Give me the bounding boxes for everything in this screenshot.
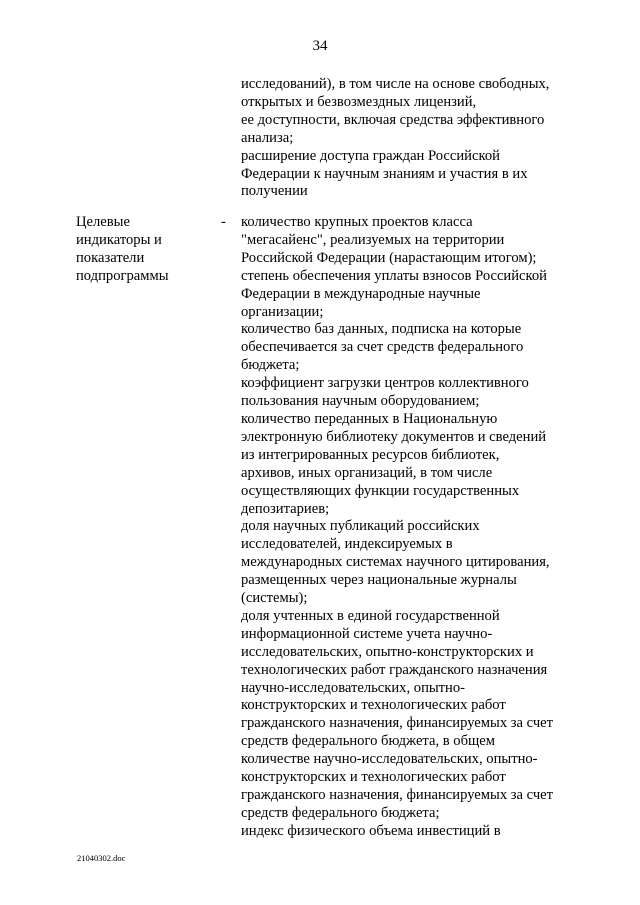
text-line: получении <box>241 183 308 200</box>
indicator-line: обеспечивается за счет средств федерального <box>241 339 524 356</box>
indicator-line: степень обеспечения уплаты взносов Российской <box>241 267 547 284</box>
indicator-line: депозитариев; <box>241 500 330 517</box>
indicator-line: гражданского назначения, финансируемых за счет <box>241 787 554 803</box>
indicator-line: организации; <box>241 303 324 320</box>
text-line: Федерации к научным знаниям и участия в их <box>241 165 528 182</box>
text-line: расширение доступа граждан Российской <box>241 147 500 164</box>
indicator-line: коэффициент загрузки центров коллективного <box>241 375 529 392</box>
indicator-line: исследовательских, опытно-конструкторских и <box>241 643 534 660</box>
label-line: Целевые <box>76 214 130 230</box>
indicator-line: конструкторских и технологических работ <box>241 769 506 786</box>
section-dash: - <box>221 214 226 230</box>
label-line: индикаторы и <box>76 231 162 248</box>
indicator-line: индекс физического объема инвестиций в <box>241 822 501 839</box>
indicator-line: пользования научным оборудованием; <box>241 393 480 410</box>
text-line: открытых и безвозмездных лицензий, <box>241 93 477 110</box>
indicator-line: из интегрированных ресурсов библиотек, <box>241 446 500 463</box>
text-line: анализа; <box>241 129 294 146</box>
indicator-line: конструкторских и технологических работ <box>241 697 506 714</box>
indicator-line: количестве научно-исследовательских, опытно- <box>241 751 538 768</box>
indicators-list <box>241 214 581 841</box>
footer-filename: 21040302.doc <box>77 853 126 863</box>
indicator-line: "мегасайенс", реализуемых на территории <box>241 231 505 248</box>
text-line: ее доступности, включая средства эффективного <box>241 111 545 128</box>
continuation-text <box>241 76 581 201</box>
indicator-line: средств федерального бюджета, в общем <box>241 733 495 750</box>
page-number: 34 <box>312 38 328 54</box>
indicator-line: количество переданных в Национальную <box>241 410 498 427</box>
label-line: показатели <box>76 249 145 266</box>
indicator-line: количество баз данных, подписка на которые <box>241 321 522 338</box>
indicator-line: исследователей, индексируемых в <box>241 536 453 553</box>
indicator-line: электронную библиотеку документов и сведений <box>241 428 547 445</box>
indicator-line: бюджета; <box>241 357 300 374</box>
indicator-line: размещенных через национальные журналы <box>241 572 517 589</box>
indicator-line: научно-исследовательских, опытно- <box>241 679 466 696</box>
indicators-section-label <box>76 214 206 286</box>
indicator-line: количество крупных проектов класса <box>241 214 473 230</box>
indicator-line: доля научных публикаций российских <box>241 518 480 535</box>
indicator-line: Российской Федерации (нарастающим итогом); <box>241 249 537 266</box>
indicator-line: Федерации в международные научные <box>241 285 481 302</box>
indicator-line: осуществляющих функции государственных <box>241 482 520 499</box>
indicator-line: (системы); <box>241 590 308 607</box>
indicator-line: информационной системе учета научно- <box>241 625 493 642</box>
indicator-line: гражданского назначения, финансируемых за счет <box>241 715 554 732</box>
label-line: подпрограммы <box>76 267 169 284</box>
indicator-line: доля учтенных в единой государственной <box>241 607 500 624</box>
indicator-line: международных системах научного цитирования, <box>241 554 550 571</box>
indicator-line: технологических работ гражданского назначения <box>241 661 548 678</box>
indicator-line: архивов, иных организаций, в том числе <box>241 464 493 481</box>
text-line: исследований), в том числе на основе свободных, <box>241 76 550 92</box>
indicator-line: средств федерального бюджета; <box>241 804 440 821</box>
